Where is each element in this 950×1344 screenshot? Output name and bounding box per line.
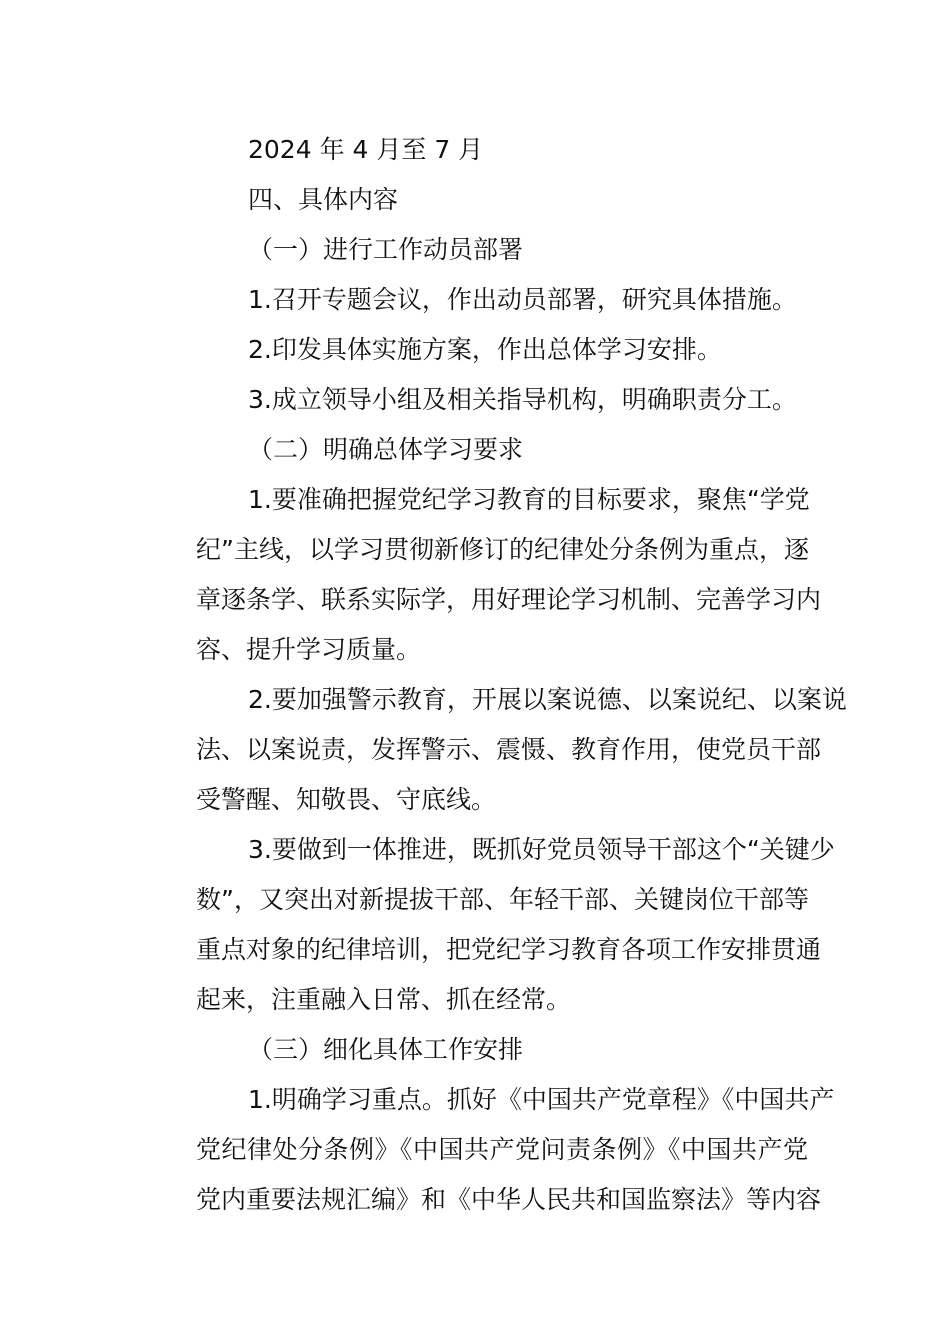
subsection-heading: [144, 425, 808, 475]
text-line: 2024 年 4 月至 7 月: [248, 135, 484, 164]
text-line: 党内重要法规汇编》和《中华人民共和国监察法》等内容: [196, 1185, 822, 1214]
subsection-heading: [144, 1025, 808, 1075]
text-line: 党纪律处分条例》《中国共产党问责条例》《中国共产党: [196, 1135, 808, 1164]
subsection-heading: [144, 225, 808, 275]
list-item: [144, 325, 808, 375]
text-line: 受警醒、知敬畏、守底线。: [196, 785, 497, 814]
text-line: 法、以案说责，发挥警示、震慑、教育作用，使党员干部: [196, 735, 822, 764]
list-item: [144, 475, 822, 675]
text-line: 容、提升学习质量。: [196, 635, 422, 664]
text-line: （二）明确总体学习要求: [248, 435, 524, 464]
text-line: （一）进行工作动员部署: [248, 235, 524, 264]
text-line: 1.明确学习重点。抓好《中国共产党章程》《中国共产: [248, 1085, 835, 1114]
document-body: [144, 125, 847, 1225]
text-line: 数”，又突出对新提拔干部、年轻干部、关键岗位干部等: [196, 885, 809, 914]
list-item: [144, 275, 808, 325]
text-line: 3.成立领导小组及相关指导机构，明确职责分工。: [248, 385, 797, 414]
text-line: 3.要做到一体推进，既抓好党员领导干部这个“关键少: [248, 835, 835, 864]
text-line: 2.要加强警示教育，开展以案说德、以案说纪、以案说: [248, 685, 847, 714]
text-line: 1.要准确把握党纪学习教育的目标要求，聚焦“学党: [248, 485, 810, 514]
list-item: [144, 1075, 835, 1225]
list-item: [144, 825, 835, 1025]
text-line: 2.印发具体实施方案，作出总体学习安排。: [248, 335, 722, 364]
text-line: 重点对象的纪律培训，把党纪学习教育各项工作安排贯通: [196, 935, 822, 964]
text-line: 起来，注重融入日常、抓在经常。: [196, 985, 572, 1014]
text-line: 纪”主线，以学习贯彻新修订的纪律处分条例为重点，逐: [196, 535, 809, 564]
date-line: [144, 125, 808, 175]
section-heading: [144, 175, 808, 225]
list-item: [144, 675, 847, 825]
list-item: [144, 375, 808, 425]
text-line: 1.召开专题会议，作出动员部署，研究具体措施。: [248, 285, 797, 314]
text-line: 四、具体内容: [248, 185, 399, 214]
text-line: （三）细化具体工作安排: [248, 1035, 524, 1064]
text-line: 章逐条学、联系实际学，用好理论学习机制、完善学习内: [196, 585, 822, 614]
